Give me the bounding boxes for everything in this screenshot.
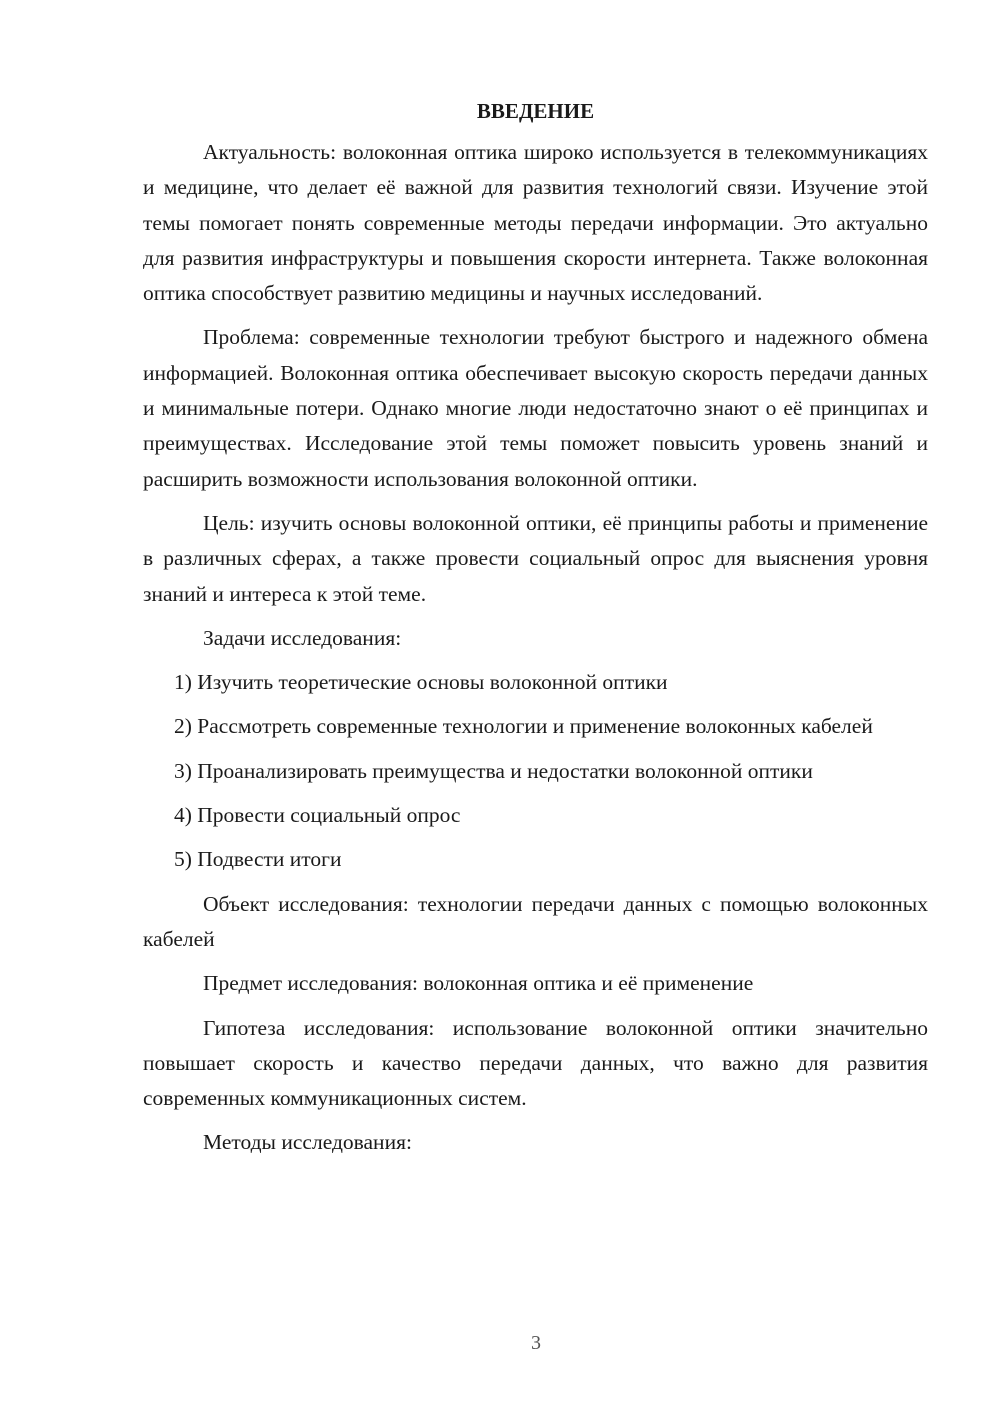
problem-paragraph: Проблема: современные технологии требуют быстрого и надежного обмена информацией. Волоконная оптика обеспечивает высокую скорость передачи данных и минимальные потери. Однако многие люди недостаточно знают о её принципах и преимуществах. Исследование этой темы поможет повысить уровень знаний и расширить возможности использования волоконной оптики. [143,325,928,491]
task-item-1: 1) Изучить теоретические основы волоконной оптики [174,670,668,695]
goal-paragraph: Цель: изучить основы волоконной оптики, её принципы работы и применение в различных сферах, а также провести социальный опрос для выяснения уровня знаний и интереса к этой теме. [143,510,928,606]
task-item-4: 4) Провести социальный опрос [174,803,461,828]
document-page [143,96,928,1170]
page-title: ВВЕДЕНИЕ [476,99,595,123]
tasks-heading: Задачи исследования: [203,625,402,650]
object-paragraph: Объект исследования: технологии передачи данных с помощью волоконных кабелей [143,891,928,951]
relevance-paragraph: Актуальность: волоконная оптика широко используется в телекоммуникациях и медицине, что делает её важной для развития технологий связи. Изучение этой темы помогает понять современные методы передачи информации. Это актуально для развития инфраструктуры и повышения скорости интернета. Также волоконная оптика способствует развитию медицины и научных исследований. [143,140,928,306]
methods-heading: Методы исследования: [203,1130,412,1155]
task-item-5: 5) Подвести итоги [174,847,342,872]
task-item-2: 2) Рассмотреть современные технологии и применение волоконных кабелей [174,714,873,739]
task-item-3: 3) Проанализировать преимущества и недостатки волоконной оптики [174,758,813,783]
page-number: 3 [531,1332,541,1354]
hypothesis-paragraph: Гипотеза исследования: использование волоконной оптики значительно повышает скорость и качество передачи данных, что важно для развития современных коммуникационных систем. [143,1015,928,1111]
subject-paragraph: Предмет исследования: волоконная оптика и её применение [203,971,754,996]
